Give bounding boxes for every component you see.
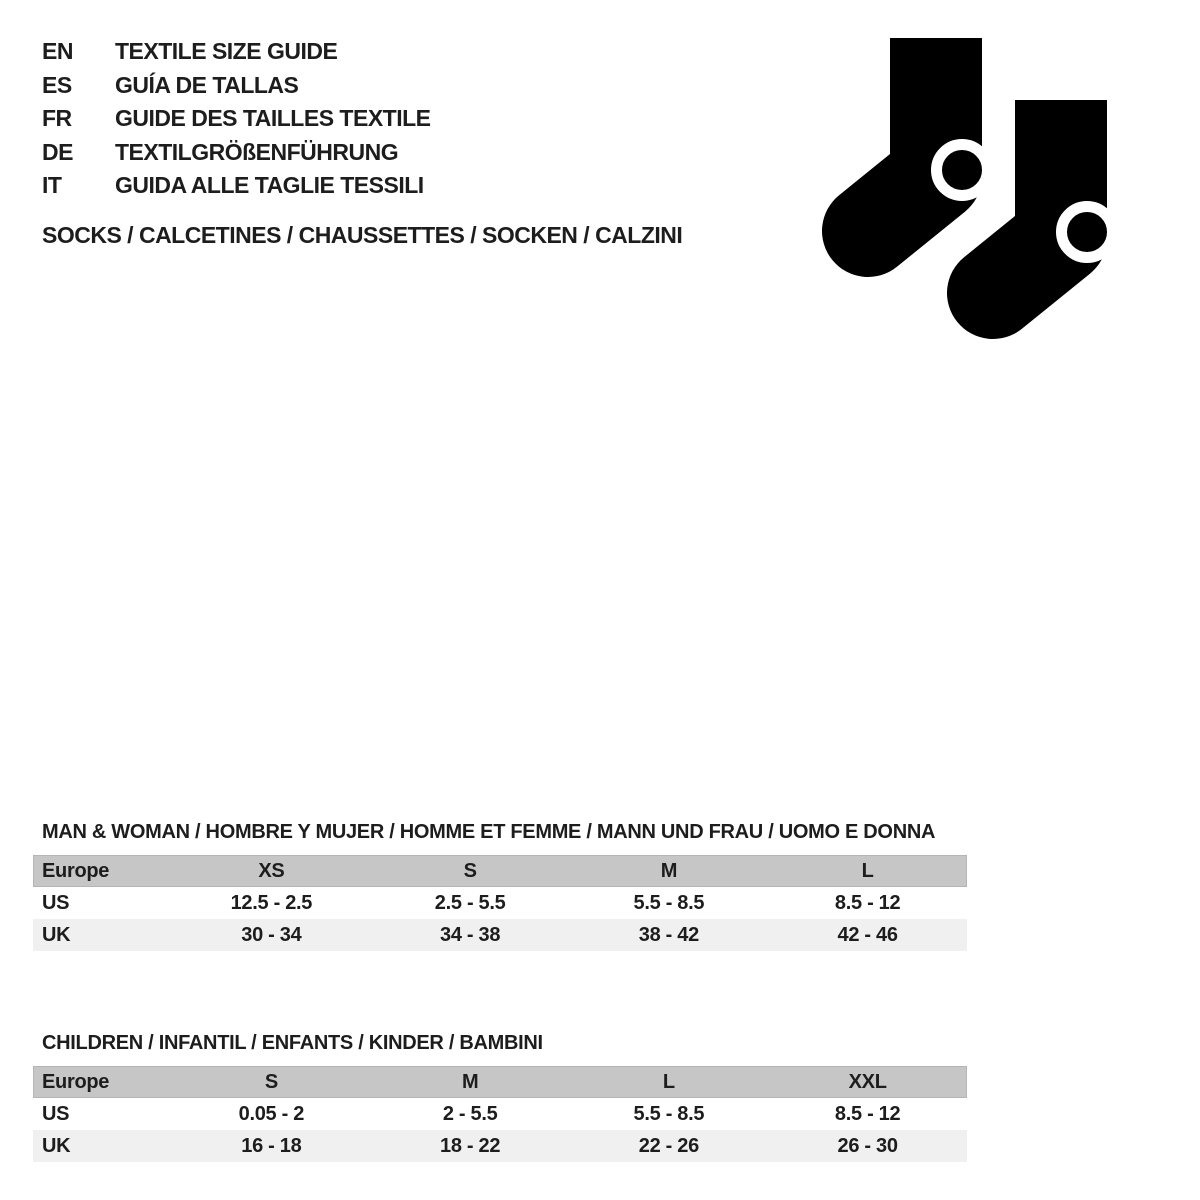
header-size-xxl: XXL bbox=[848, 1070, 887, 1093]
language-row-fr bbox=[42, 102, 431, 136]
language-row-es bbox=[42, 69, 431, 103]
table-row-us bbox=[33, 887, 967, 919]
size-value: 18 - 22 bbox=[440, 1134, 501, 1157]
header-size-m: M bbox=[461, 1070, 479, 1093]
language-label: GUIDE DES TAILLES TEXTILE bbox=[115, 105, 431, 132]
header-size-l: L bbox=[662, 1070, 675, 1093]
size-value: 12.5 - 2.5 bbox=[230, 891, 313, 914]
size-value: 42 - 46 bbox=[837, 923, 898, 946]
size-value: 34 - 38 bbox=[440, 923, 501, 946]
table-children bbox=[33, 1031, 967, 1162]
size-value: 38 - 42 bbox=[638, 923, 699, 946]
size-value: 8.5 - 12 bbox=[834, 891, 901, 914]
socks-icon bbox=[790, 10, 1120, 350]
header-size-s: S bbox=[264, 1070, 278, 1093]
header-region-label: Europe bbox=[42, 1070, 110, 1093]
table-row-uk bbox=[33, 919, 967, 951]
size-value: 8.5 - 12 bbox=[834, 1102, 901, 1125]
header-size-xs: XS bbox=[258, 859, 285, 882]
table-title: CHILDREN / INFANTIL / ENFANTS / KINDER / BAMBINI bbox=[42, 1032, 543, 1054]
size-value: 0.05 - 2 bbox=[238, 1102, 305, 1125]
size-value: 26 - 30 bbox=[837, 1134, 898, 1157]
row-label: US bbox=[42, 891, 70, 914]
sock-right-shape bbox=[993, 100, 1113, 293]
language-code: ES bbox=[42, 71, 72, 98]
language-row-de bbox=[42, 136, 431, 170]
language-code: FR bbox=[42, 105, 72, 132]
language-title-list bbox=[42, 35, 431, 203]
size-value: 22 - 26 bbox=[638, 1134, 699, 1157]
language-label: GUIDA ALLE TAGLIE TESSILI bbox=[115, 172, 424, 199]
size-value: 2.5 - 5.5 bbox=[434, 891, 506, 914]
row-label: UK bbox=[42, 923, 71, 946]
language-label: TEXTILGRÖßENFÜHRUNG bbox=[115, 138, 399, 165]
size-value: 5.5 - 8.5 bbox=[633, 1102, 705, 1125]
sock-left-shape bbox=[868, 38, 988, 231]
table-row-us bbox=[33, 1098, 967, 1130]
table-row-uk bbox=[33, 1130, 967, 1162]
table-man-woman bbox=[33, 820, 967, 951]
language-row-en bbox=[42, 35, 431, 69]
size-value: 5.5 - 8.5 bbox=[633, 891, 705, 914]
language-code: IT bbox=[42, 172, 62, 199]
language-label: GUÍA DE TALLAS bbox=[115, 71, 299, 98]
header-size-l: L bbox=[861, 859, 874, 882]
header-region-label: Europe bbox=[42, 859, 110, 882]
row-label: US bbox=[42, 1102, 70, 1125]
table-title: MAN & WOMAN / HOMBRE Y MUJER / HOMME ET FEMME / MANN UND FRAU / UOMO E DONNA bbox=[42, 821, 936, 843]
header-size-m: M bbox=[660, 859, 678, 882]
table-header-row bbox=[33, 855, 967, 887]
language-label: TEXTILE SIZE GUIDE bbox=[115, 38, 338, 65]
category-line: SOCKS / CALCETINES / CHAUSSETTES / SOCKEN / CALZINI bbox=[42, 222, 683, 248]
language-row-it bbox=[42, 169, 431, 203]
table-header-row bbox=[33, 1066, 967, 1098]
language-code: EN bbox=[42, 38, 73, 65]
size-value: 2 - 5.5 bbox=[442, 1102, 498, 1125]
header-size-s: S bbox=[463, 859, 477, 882]
size-value: 16 - 18 bbox=[241, 1134, 302, 1157]
row-label: UK bbox=[42, 1134, 71, 1157]
size-value: 30 - 34 bbox=[241, 923, 302, 946]
language-code: DE bbox=[42, 138, 73, 165]
